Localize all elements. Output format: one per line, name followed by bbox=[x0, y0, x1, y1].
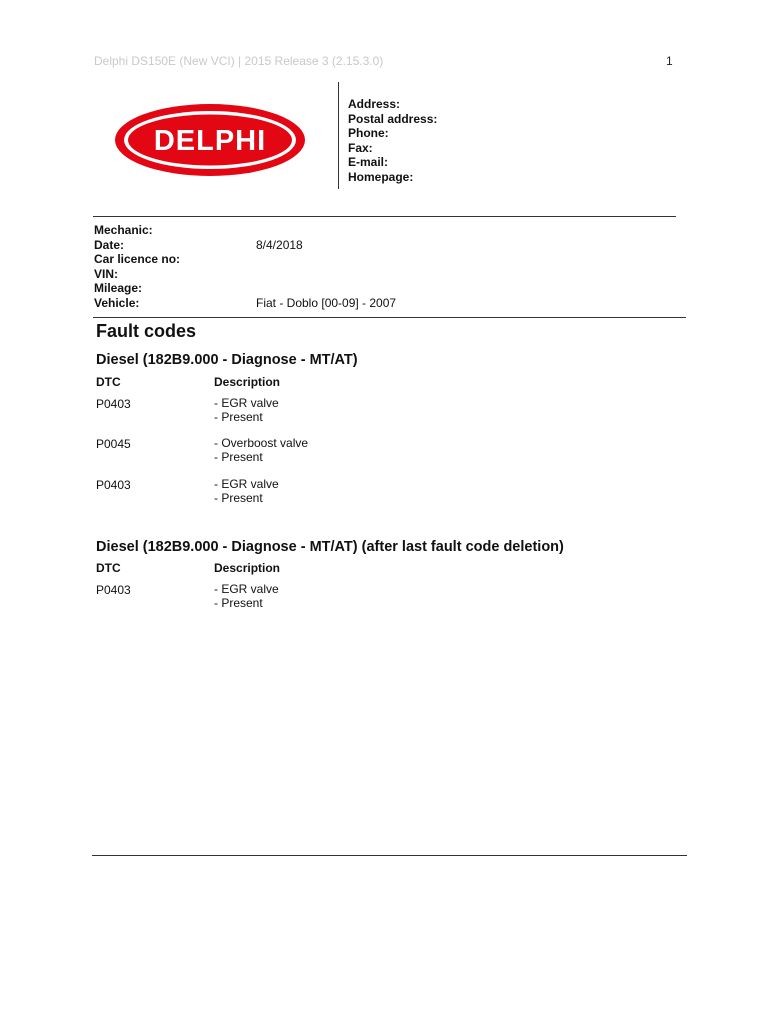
info-row-mechanic bbox=[94, 223, 514, 238]
page-number: 1 bbox=[666, 54, 673, 68]
dtc-status: - Present bbox=[214, 490, 263, 505]
info-row-licence bbox=[94, 252, 514, 267]
dtc-code: P0403 bbox=[96, 478, 131, 492]
dtc-code: P0045 bbox=[96, 437, 131, 451]
dtc-description bbox=[214, 397, 279, 424]
dtc-status: - Present bbox=[214, 449, 263, 464]
dtc-column-header: DTC bbox=[96, 561, 121, 575]
dtc-status: - Present bbox=[214, 595, 263, 610]
dtc-status: - Present bbox=[214, 409, 263, 424]
dtc-code: P0403 bbox=[96, 583, 131, 597]
document-header: Delphi DS150E (New VCI) | 2015 Release 3 (2.15.3.0) bbox=[94, 54, 384, 68]
divider bbox=[93, 216, 676, 217]
table-row bbox=[96, 437, 496, 478]
vin-label: VIN: bbox=[94, 266, 118, 281]
homepage-label: Homepage: bbox=[348, 169, 414, 184]
email-label: E-mail: bbox=[348, 155, 389, 169]
licence-label: Car licence no: bbox=[94, 252, 181, 267]
dtc-description bbox=[214, 478, 279, 505]
info-row-date bbox=[94, 238, 514, 253]
section-title: Diesel (182B9.000 - Diagnose - MT/AT) bbox=[96, 352, 358, 368]
mileage-label: Mileage: bbox=[94, 281, 143, 296]
address-label: Address: bbox=[348, 97, 401, 111]
contact-block bbox=[348, 97, 437, 184]
logo-text: DELPHI bbox=[153, 125, 267, 157]
description-column-header: Description bbox=[214, 375, 281, 389]
description-column-header: Description bbox=[214, 561, 281, 575]
dtc-code: P0403 bbox=[96, 397, 131, 411]
postal-address-label: Postal address: bbox=[348, 111, 438, 126]
dtc-description-line: - EGR valve bbox=[214, 396, 279, 410]
dtc-description-line: - EGR valve bbox=[214, 477, 279, 491]
section-title: Diesel (182B9.000 - Diagnose - MT/AT) (after last fault code deletion) bbox=[96, 539, 564, 555]
date-value: 8/4/2018 bbox=[256, 237, 303, 252]
dtc-description-line: - Overboost valve bbox=[214, 436, 309, 450]
date-label: Date: bbox=[94, 237, 125, 252]
info-row-mileage bbox=[94, 281, 514, 296]
dtc-table bbox=[96, 397, 496, 508]
dtc-description bbox=[214, 583, 279, 610]
divider bbox=[93, 317, 686, 318]
delphi-logo bbox=[114, 103, 306, 177]
footer-divider bbox=[92, 855, 687, 856]
dtc-description-line: - EGR valve bbox=[214, 582, 279, 596]
dtc-column-header: DTC bbox=[96, 375, 121, 389]
vertical-divider bbox=[338, 82, 339, 189]
mechanic-label: Mechanic: bbox=[94, 223, 153, 237]
vehicle-label: Vehicle: bbox=[94, 295, 140, 310]
fax-label: Fax: bbox=[348, 140, 373, 155]
info-row-vin bbox=[94, 267, 514, 282]
fault-codes-title: Fault codes bbox=[96, 321, 197, 341]
vehicle-info-block bbox=[94, 223, 514, 311]
table-row bbox=[96, 478, 496, 508]
phone-label: Phone: bbox=[348, 126, 389, 140]
table-row bbox=[96, 583, 496, 613]
info-row-vehicle bbox=[94, 296, 514, 311]
table-row bbox=[96, 397, 496, 437]
dtc-table bbox=[96, 583, 496, 613]
vehicle-value: Fiat - Doblo [00-09] - 2007 bbox=[256, 295, 397, 310]
dtc-description bbox=[214, 437, 308, 464]
